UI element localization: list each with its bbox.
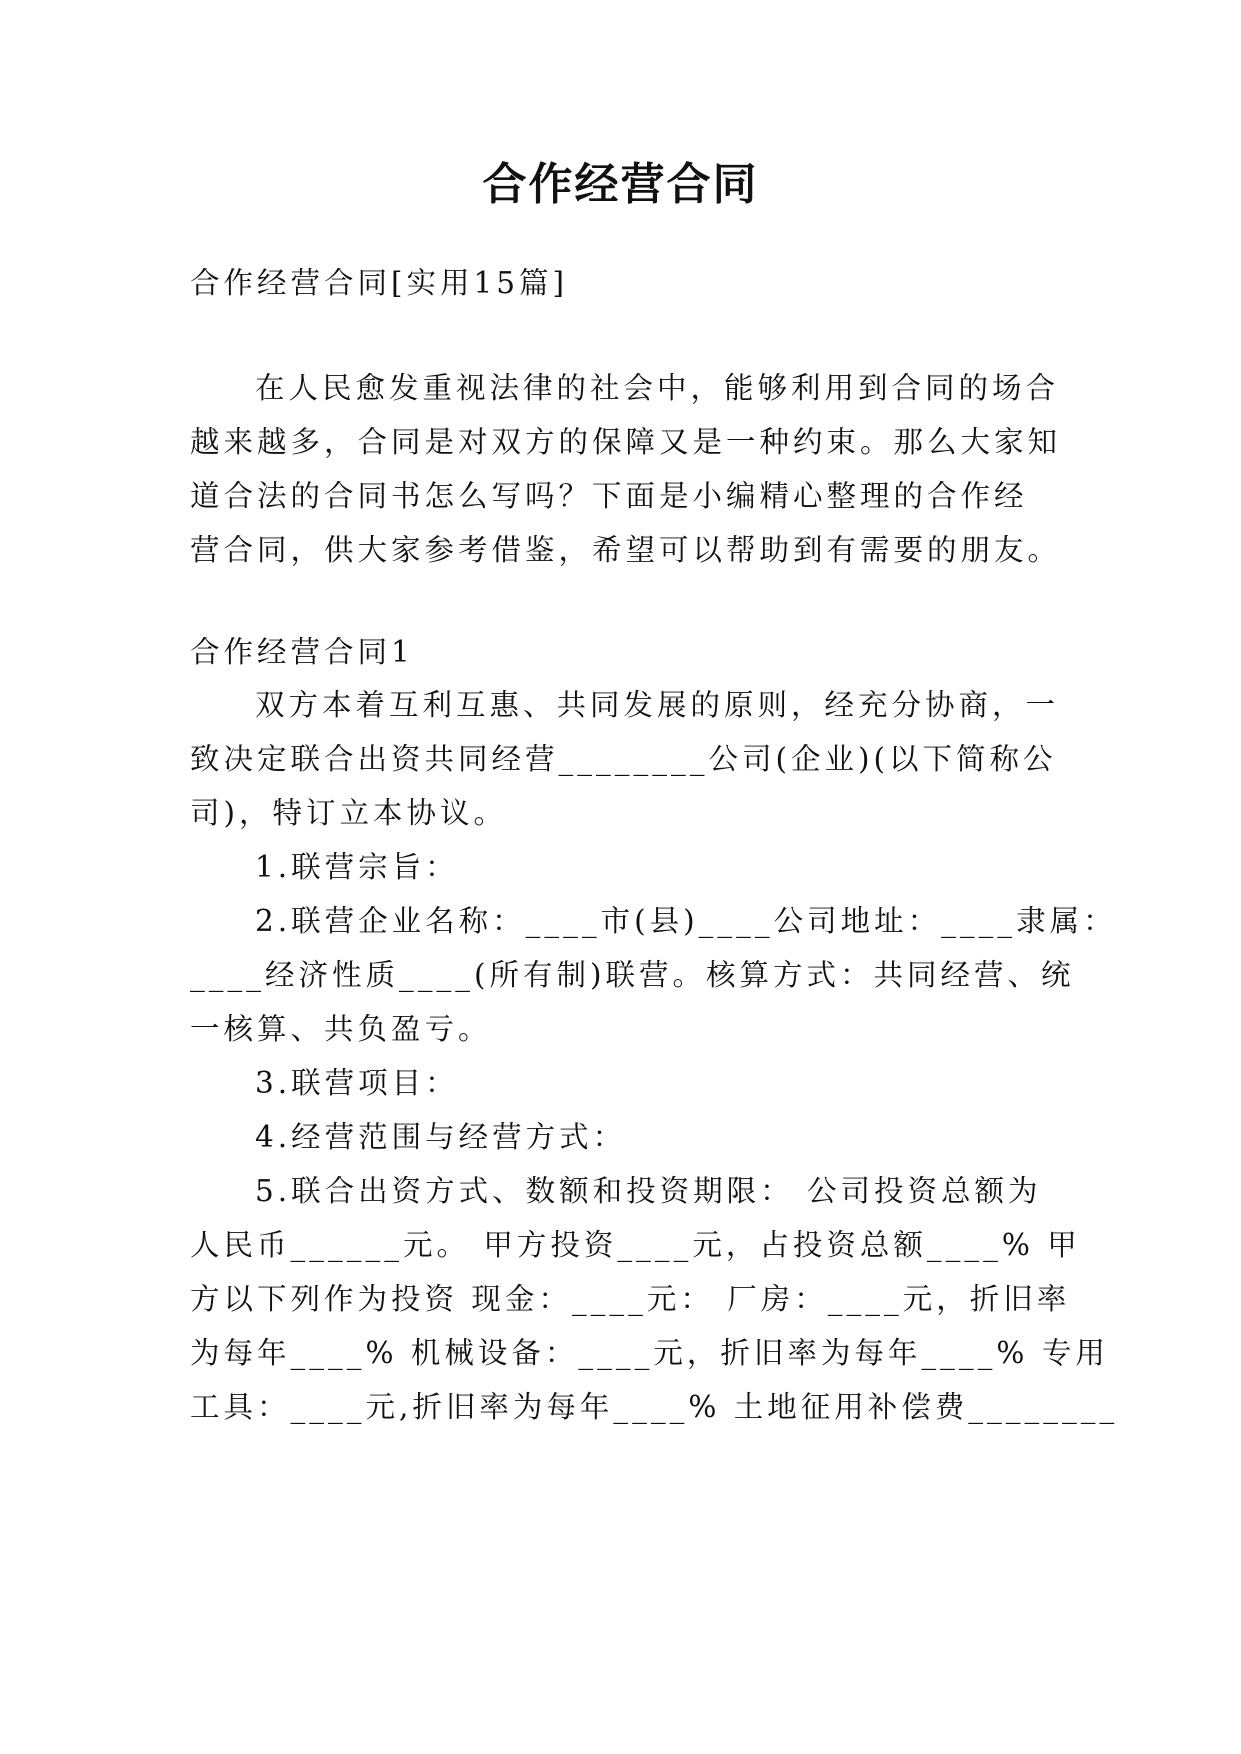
section-heading: 合作经营合同1 [190,635,414,669]
body-line: 方以下列作为投资 现金：____元： 厂房：____元，折旧率 [190,1282,1071,1316]
body-line: 5.联合出资方式、数额和投资期限： 公司投资总额为 [255,1174,1042,1208]
document-subtitle: 合作经营合同[实用15篇] [190,266,569,300]
intro-line: 道合法的合同书怎么写吗？下面是小编精心整理的合作经 [190,479,1028,513]
body-line: 工具：____元,折旧率为每年____% 土地征用补偿费________ [190,1390,1119,1424]
intro-line: 营合同，供大家参考借鉴，希望可以帮助到有需要的朋友。 [190,533,1062,567]
body-line: 4.经营范围与经营方式： [255,1120,627,1154]
document-title: 合作经营合同 [482,159,759,210]
body-line: 人民币______元。 甲方投资____元，占投资总额____% 甲 [190,1228,1081,1262]
body-line: 一核算、共负盈亏。 [190,1012,492,1046]
intro-line: 越来越多，合同是对双方的保障又是一种约束。那么大家知 [190,425,1062,459]
body-line: 双方本着互利互惠、共同发展的原则，经充分协商，一 [255,688,1060,722]
intro-line: 在人民愈发重视法律的社会中，能够利用到合同的场合 [255,371,1060,405]
body-line: 2.联营企业名称：____市(县)____公司地址：____隶属： [255,904,1117,938]
body-line: 致决定联合出资共同经营________公司(企业)(以下简称公 [190,742,1057,776]
body-line: 司)，特订立本协议。 [190,796,508,830]
body-line: 3.联营项目： [255,1066,459,1100]
body-line: 1.联营宗旨： [255,850,459,884]
body-line: ____经济性质____(所有制)联营。核算方式：共同经营、统 [190,958,1075,992]
body-line: 为每年____% 机械设备：____元，折旧率为每年____% 专用 [190,1336,1109,1370]
